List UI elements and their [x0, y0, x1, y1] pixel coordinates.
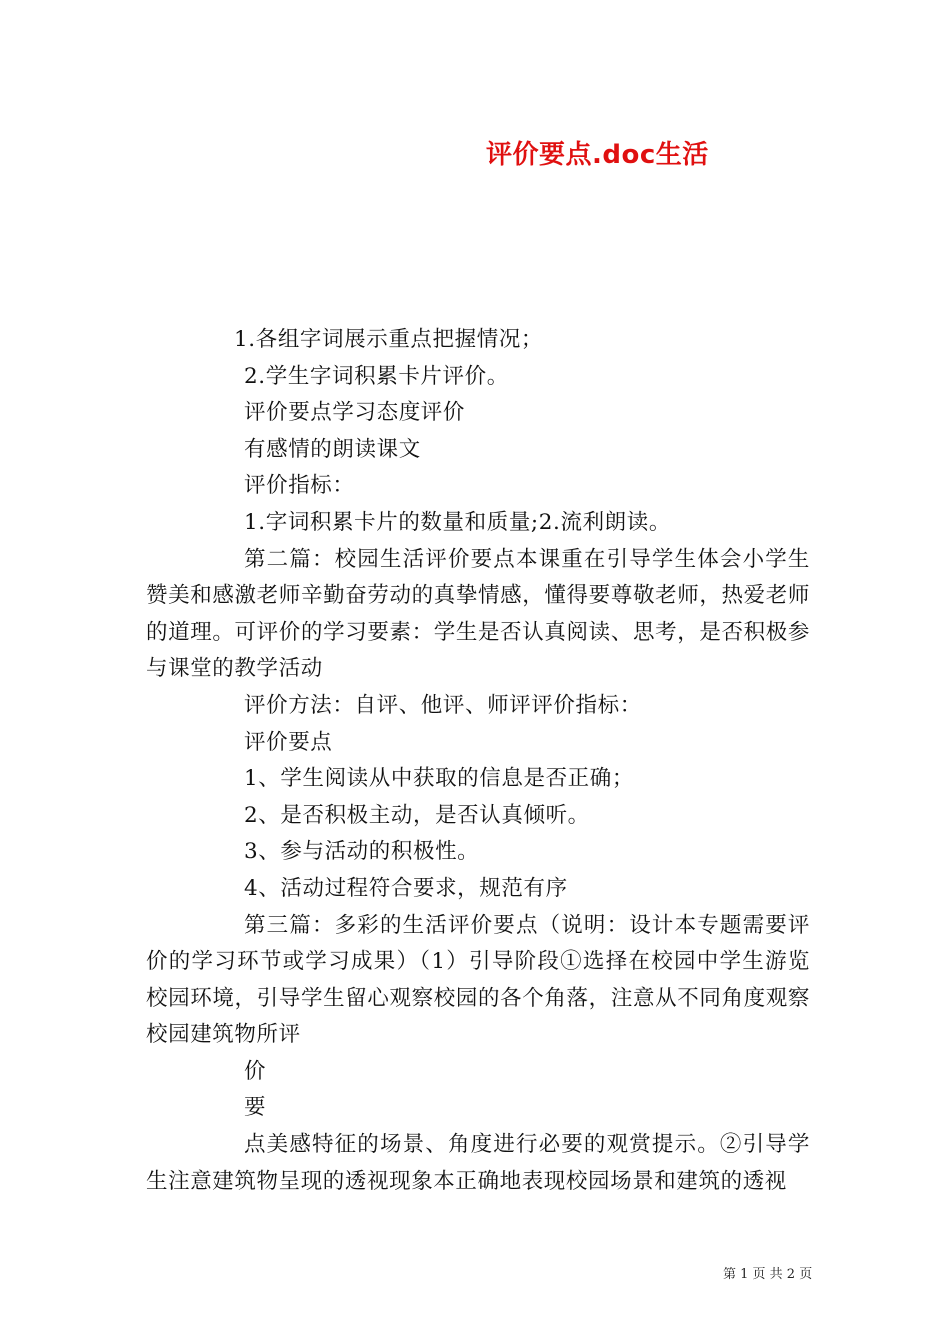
- text-line: 3、参与活动的积极性。: [244, 839, 480, 865]
- text-line: 评价要点: [244, 729, 333, 755]
- text-line: 1.各组字词展示重点把握情况；: [234, 327, 544, 352]
- text-line: 评价要点学习态度评价: [244, 400, 466, 426]
- document-title: 评价要点.doc生活: [486, 140, 709, 170]
- page-number: 第 1 页 共 2 页: [723, 1267, 813, 1282]
- text-line: 有感情的朗读课文: [244, 436, 421, 462]
- text-line: 1.字词积累卡片的数量和质量;2.流利朗读。: [244, 509, 671, 535]
- text-line: 2、是否积极主动，是否认真倾听。: [244, 802, 590, 828]
- text-line: 要: [244, 1095, 267, 1121]
- text-line: 2.学生字词积累卡片评价。: [244, 363, 509, 389]
- text-line: 4、活动过程符合要求，规范有序: [244, 875, 568, 901]
- text-line: 价: [244, 1058, 267, 1084]
- document-body: [146, 322, 810, 1200]
- paragraph-continuation: 点美感特征的场景、角度进行必要的观赏提示。②引导学生注意建筑物呈现的透视现象本正确地表现校园场景和建筑的透视: [146, 1132, 810, 1194]
- text-line: 评价指标：: [244, 473, 355, 499]
- paragraph-second-article: 第二篇：校园生活评价要点本课重在引导学生体会小学生赞美和感激老师辛勤奋劳动的真挚情感，懂得要尊敬老师，热爱老师的道理。可评价的学习要素：学生是否认真阅读、思考，是否积极参与课堂的教学活动: [146, 546, 810, 682]
- text-line: 1、学生阅读从中获取的信息是否正确；: [244, 766, 634, 792]
- paragraph-third-article: 第三篇：多彩的生活评价要点（说明：设计本专题需要评价的学习环节或学习成果）（1）引导阶段①选择在校园中学生游览校园环境，引导学生留心观察校园的各个角落，注意从不同角度观察校园建筑物所评: [146, 912, 810, 1048]
- text-line: 评价方法：自评、他评、师评评价指标：: [244, 692, 642, 718]
